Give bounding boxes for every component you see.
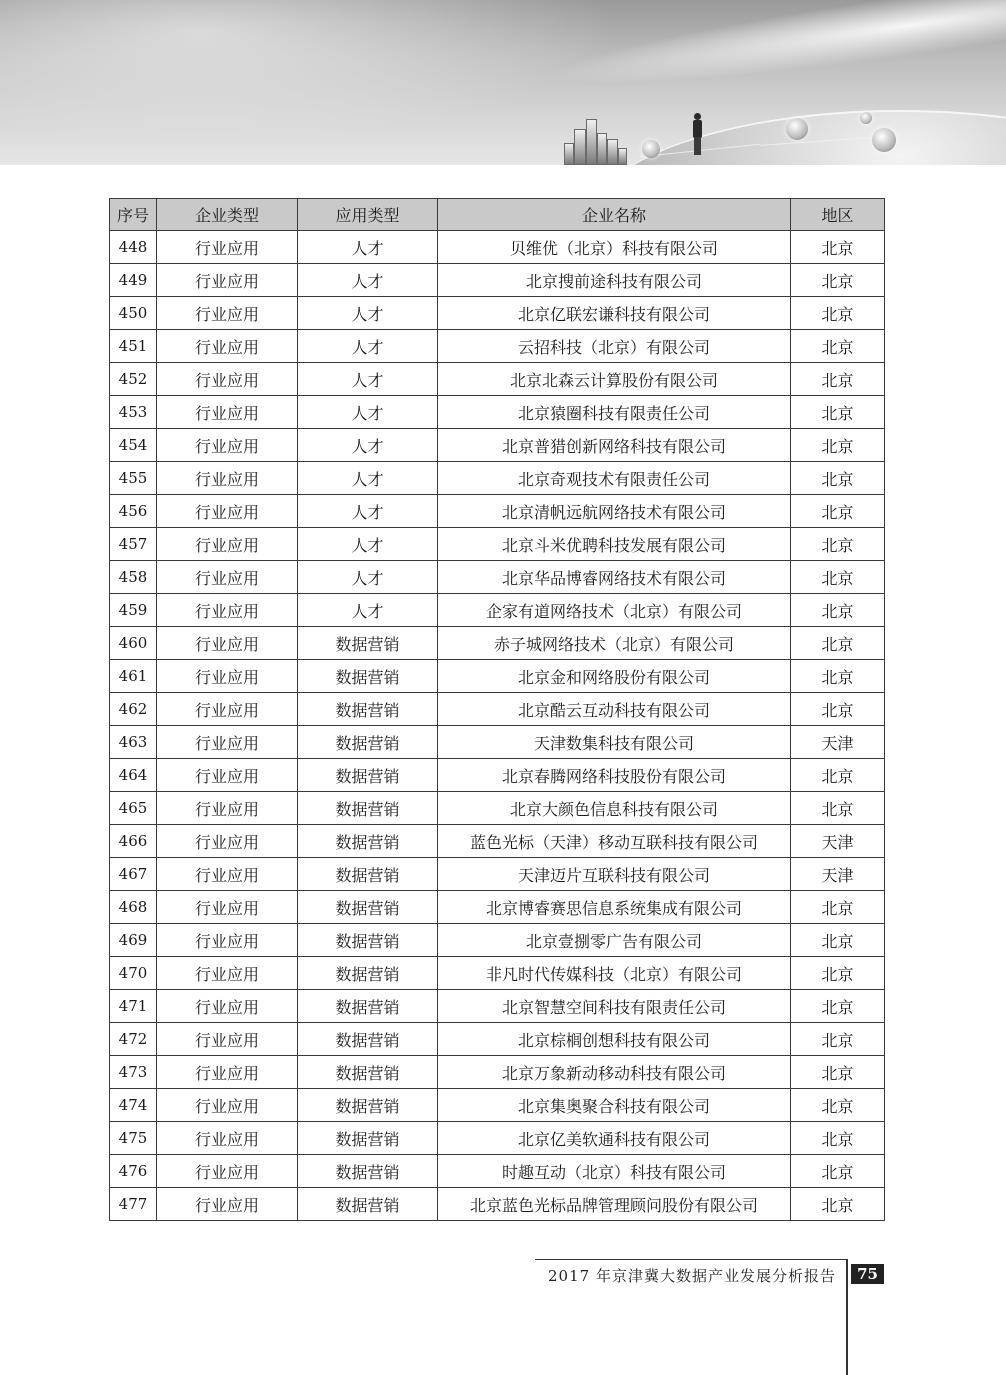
cell-company-name: 北京棕榈创想科技有限公司 xyxy=(438,1023,791,1056)
cell-application-type: 人才 xyxy=(298,363,438,396)
cell-company-name: 天津数集科技有限公司 xyxy=(438,726,791,759)
cell-serial: 471 xyxy=(110,990,157,1023)
cell-company-type: 行业应用 xyxy=(157,1122,298,1155)
table-row xyxy=(110,264,885,297)
cell-company-name: 北京华品博睿网络技术有限公司 xyxy=(438,561,791,594)
cell-company-type: 行业应用 xyxy=(157,1155,298,1188)
cell-application-type: 人才 xyxy=(298,231,438,264)
orb-graphic xyxy=(872,128,896,152)
cell-region: 北京 xyxy=(791,495,885,528)
cell-serial: 462 xyxy=(110,693,157,726)
cell-serial: 476 xyxy=(110,1155,157,1188)
cell-application-type: 人才 xyxy=(298,297,438,330)
cell-company-type: 行业应用 xyxy=(157,561,298,594)
cell-region: 北京 xyxy=(791,231,885,264)
cell-region: 北京 xyxy=(791,660,885,693)
cell-company-name: 天津迈片互联科技有限公司 xyxy=(438,858,791,891)
cell-company-name: 北京普猎创新网络科技有限公司 xyxy=(438,429,791,462)
cell-serial: 457 xyxy=(110,528,157,561)
cell-application-type: 数据营销 xyxy=(298,858,438,891)
cell-region: 北京 xyxy=(791,264,885,297)
cell-region: 北京 xyxy=(791,990,885,1023)
table-row xyxy=(110,231,885,264)
cell-company-name: 北京北森云计算股份有限公司 xyxy=(438,363,791,396)
cell-application-type: 数据营销 xyxy=(298,1122,438,1155)
header-serial: 序号 xyxy=(110,199,157,231)
cell-company-type: 行业应用 xyxy=(157,1089,298,1122)
table-row xyxy=(110,858,885,891)
cell-company-type: 行业应用 xyxy=(157,660,298,693)
table-row xyxy=(110,825,885,858)
cell-company-type: 行业应用 xyxy=(157,759,298,792)
cell-region: 北京 xyxy=(791,297,885,330)
cell-application-type: 数据营销 xyxy=(298,957,438,990)
cell-region: 天津 xyxy=(791,858,885,891)
cell-company-name: 北京亿联宏谦科技有限公司 xyxy=(438,297,791,330)
cell-company-type: 行业应用 xyxy=(157,990,298,1023)
cell-serial: 477 xyxy=(110,1188,157,1221)
cell-serial: 460 xyxy=(110,627,157,660)
cell-serial: 472 xyxy=(110,1023,157,1056)
cell-company-name: 企家有道网络技术（北京）有限公司 xyxy=(438,594,791,627)
cell-application-type: 数据营销 xyxy=(298,825,438,858)
header-region: 地区 xyxy=(791,199,885,231)
cell-company-type: 行业应用 xyxy=(157,495,298,528)
cell-company-type: 行业应用 xyxy=(157,429,298,462)
cell-application-type: 数据营销 xyxy=(298,924,438,957)
cell-company-type: 行业应用 xyxy=(157,231,298,264)
cell-serial: 456 xyxy=(110,495,157,528)
company-table xyxy=(109,198,885,1221)
cell-application-type: 数据营销 xyxy=(298,1056,438,1089)
header-banner xyxy=(0,0,1006,165)
table-row xyxy=(110,990,885,1023)
cell-company-type: 行业应用 xyxy=(157,396,298,429)
cell-company-name: 北京酷云互动科技有限公司 xyxy=(438,693,791,726)
table-row xyxy=(110,528,885,561)
table-row xyxy=(110,957,885,990)
cell-company-name: 北京春腾网络科技股份有限公司 xyxy=(438,759,791,792)
cell-company-type: 行业应用 xyxy=(157,726,298,759)
cell-serial: 459 xyxy=(110,594,157,627)
cell-company-name: 赤子城网络技术（北京）有限公司 xyxy=(438,627,791,660)
cell-serial: 458 xyxy=(110,561,157,594)
table-row xyxy=(110,924,885,957)
cell-region: 北京 xyxy=(791,462,885,495)
cell-region: 北京 xyxy=(791,429,885,462)
table-row xyxy=(110,462,885,495)
cell-company-name: 北京金和网络股份有限公司 xyxy=(438,660,791,693)
cell-region: 北京 xyxy=(791,759,885,792)
cell-application-type: 数据营销 xyxy=(298,1089,438,1122)
table-row xyxy=(110,363,885,396)
cell-serial: 468 xyxy=(110,891,157,924)
cell-company-type: 行业应用 xyxy=(157,957,298,990)
cell-company-type: 行业应用 xyxy=(157,858,298,891)
cell-application-type: 人才 xyxy=(298,528,438,561)
cell-company-name: 云招科技（北京）有限公司 xyxy=(438,330,791,363)
table-row xyxy=(110,1122,885,1155)
table-row xyxy=(110,693,885,726)
cell-company-name: 北京博睿赛思信息系统集成有限公司 xyxy=(438,891,791,924)
cell-application-type: 人才 xyxy=(298,264,438,297)
cell-region: 北京 xyxy=(791,561,885,594)
cell-company-name: 北京亿美软通科技有限公司 xyxy=(438,1122,791,1155)
cell-serial: 473 xyxy=(110,1056,157,1089)
cell-serial: 465 xyxy=(110,792,157,825)
cell-region: 天津 xyxy=(791,726,885,759)
report-title: 2017 年京津冀大数据产业发展分析报告 xyxy=(548,1267,836,1285)
cell-region: 北京 xyxy=(791,1023,885,1056)
table-row xyxy=(110,1155,885,1188)
cell-region: 北京 xyxy=(791,528,885,561)
table-row xyxy=(110,1023,885,1056)
table-body xyxy=(110,231,885,1221)
cell-company-type: 行业应用 xyxy=(157,693,298,726)
cell-application-type: 人才 xyxy=(298,495,438,528)
cell-region: 北京 xyxy=(791,396,885,429)
cell-region: 北京 xyxy=(791,792,885,825)
table-row xyxy=(110,330,885,363)
cell-serial: 469 xyxy=(110,924,157,957)
cell-company-name: 北京搜前途科技有限公司 xyxy=(438,264,791,297)
banner-haze xyxy=(0,0,620,140)
cell-application-type: 数据营销 xyxy=(298,1023,438,1056)
table-row xyxy=(110,561,885,594)
cell-region: 北京 xyxy=(791,627,885,660)
cell-company-type: 行业应用 xyxy=(157,891,298,924)
table-row xyxy=(110,726,885,759)
cell-application-type: 人才 xyxy=(298,396,438,429)
cell-company-name: 北京壹捌零广告有限公司 xyxy=(438,924,791,957)
cell-company-name: 北京集奥聚合科技有限公司 xyxy=(438,1089,791,1122)
table-row xyxy=(110,891,885,924)
table-row xyxy=(110,594,885,627)
cell-application-type: 数据营销 xyxy=(298,726,438,759)
cell-region: 北京 xyxy=(791,594,885,627)
cell-serial: 452 xyxy=(110,363,157,396)
cell-serial: 450 xyxy=(110,297,157,330)
table-row xyxy=(110,1056,885,1089)
cell-region: 北京 xyxy=(791,1089,885,1122)
cell-serial: 449 xyxy=(110,264,157,297)
table-row xyxy=(110,297,885,330)
cell-company-name: 北京大颜色信息科技有限公司 xyxy=(438,792,791,825)
cell-company-name: 时趣互动（北京）科技有限公司 xyxy=(438,1155,791,1188)
cell-company-type: 行业应用 xyxy=(157,825,298,858)
footer-rule xyxy=(535,1259,847,1260)
cell-region: 北京 xyxy=(791,363,885,396)
cell-serial: 467 xyxy=(110,858,157,891)
cell-company-name: 北京猿圈科技有限责任公司 xyxy=(438,396,791,429)
cell-application-type: 数据营销 xyxy=(298,1155,438,1188)
cell-company-type: 行业应用 xyxy=(157,528,298,561)
table-row xyxy=(110,495,885,528)
table-row xyxy=(110,759,885,792)
table-row xyxy=(110,1089,885,1122)
cell-company-name: 北京万象新动移动科技有限公司 xyxy=(438,1056,791,1089)
table-row xyxy=(110,1188,885,1221)
cell-company-type: 行业应用 xyxy=(157,297,298,330)
cell-serial: 475 xyxy=(110,1122,157,1155)
cell-company-type: 行业应用 xyxy=(157,792,298,825)
cell-company-name: 北京斗米优聘科技发展有限公司 xyxy=(438,528,791,561)
page-number: 75 xyxy=(851,1264,884,1284)
header-company-name: 企业名称 xyxy=(438,199,791,231)
cell-company-type: 行业应用 xyxy=(157,594,298,627)
cell-company-type: 行业应用 xyxy=(157,363,298,396)
table-row xyxy=(110,660,885,693)
table-row xyxy=(110,396,885,429)
cell-company-name: 非凡时代传媒科技（北京）有限公司 xyxy=(438,957,791,990)
header-application-type: 应用类型 xyxy=(298,199,438,231)
orb-graphic xyxy=(642,140,660,158)
table-row xyxy=(110,429,885,462)
cell-application-type: 数据营销 xyxy=(298,693,438,726)
standing-person-graphic xyxy=(690,113,704,155)
cell-serial: 470 xyxy=(110,957,157,990)
cell-company-name: 北京智慧空间科技有限责任公司 xyxy=(438,990,791,1023)
cell-region: 北京 xyxy=(791,1056,885,1089)
cell-serial: 474 xyxy=(110,1089,157,1122)
cell-company-name: 北京奇观技术有限责任公司 xyxy=(438,462,791,495)
orb-graphic xyxy=(786,118,808,140)
cell-company-type: 行业应用 xyxy=(157,1023,298,1056)
cell-application-type: 数据营销 xyxy=(298,759,438,792)
cell-company-type: 行业应用 xyxy=(157,330,298,363)
cell-region: 北京 xyxy=(791,330,885,363)
cell-serial: 466 xyxy=(110,825,157,858)
cell-company-type: 行业应用 xyxy=(157,924,298,957)
cell-region: 北京 xyxy=(791,1155,885,1188)
cell-application-type: 数据营销 xyxy=(298,891,438,924)
cell-serial: 451 xyxy=(110,330,157,363)
cell-company-type: 行业应用 xyxy=(157,627,298,660)
cell-application-type: 人才 xyxy=(298,594,438,627)
cell-region: 北京 xyxy=(791,693,885,726)
cell-region: 北京 xyxy=(791,957,885,990)
cell-company-name: 贝维优（北京）科技有限公司 xyxy=(438,231,791,264)
cell-application-type: 数据营销 xyxy=(298,1188,438,1221)
footer-vertical-rule xyxy=(846,1259,848,1375)
cell-application-type: 数据营销 xyxy=(298,792,438,825)
cell-application-type: 人才 xyxy=(298,330,438,363)
cell-company-name: 北京清帆远航网络技术有限公司 xyxy=(438,495,791,528)
cell-serial: 461 xyxy=(110,660,157,693)
cell-application-type: 人才 xyxy=(298,561,438,594)
cell-application-type: 人才 xyxy=(298,462,438,495)
cell-application-type: 数据营销 xyxy=(298,660,438,693)
cell-serial: 448 xyxy=(110,231,157,264)
cell-serial: 464 xyxy=(110,759,157,792)
cell-region: 北京 xyxy=(791,924,885,957)
cell-application-type: 数据营销 xyxy=(298,990,438,1023)
table-row xyxy=(110,792,885,825)
cell-company-name: 北京蓝色光标品牌管理顾问股份有限公司 xyxy=(438,1188,791,1221)
table-row xyxy=(110,627,885,660)
cell-company-name: 蓝色光标（天津）移动互联科技有限公司 xyxy=(438,825,791,858)
cell-company-type: 行业应用 xyxy=(157,462,298,495)
cell-region: 北京 xyxy=(791,1188,885,1221)
cell-region: 北京 xyxy=(791,891,885,924)
cell-company-type: 行业应用 xyxy=(157,1056,298,1089)
cell-serial: 454 xyxy=(110,429,157,462)
cell-company-type: 行业应用 xyxy=(157,264,298,297)
cell-serial: 453 xyxy=(110,396,157,429)
cell-application-type: 数据营销 xyxy=(298,627,438,660)
cell-company-type: 行业应用 xyxy=(157,1188,298,1221)
cell-application-type: 人才 xyxy=(298,429,438,462)
cell-region: 北京 xyxy=(791,1122,885,1155)
cell-region: 天津 xyxy=(791,825,885,858)
city-skyline-graphic xyxy=(560,118,630,165)
table-header-row xyxy=(110,199,885,231)
cell-serial: 455 xyxy=(110,462,157,495)
header-company-type: 企业类型 xyxy=(157,199,298,231)
cell-serial: 463 xyxy=(110,726,157,759)
orb-graphic xyxy=(860,112,872,124)
